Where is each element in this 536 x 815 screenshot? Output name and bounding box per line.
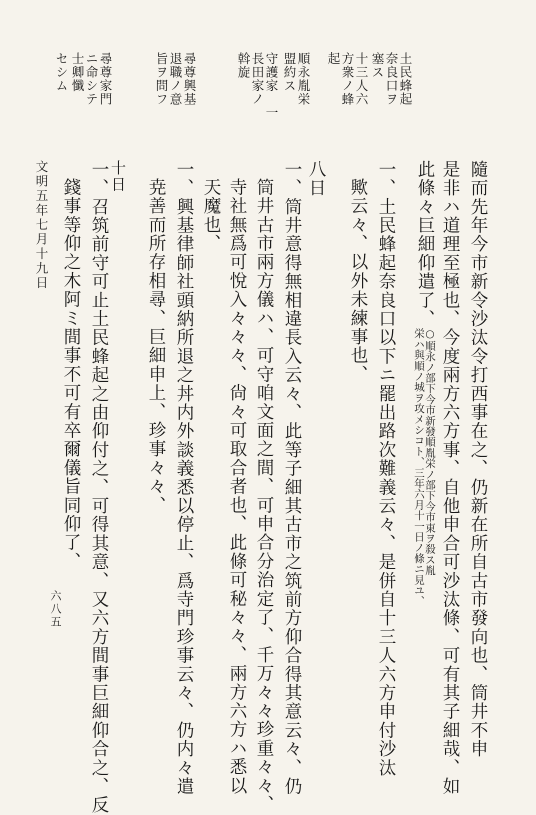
- headnote-line: 長田家ノ: [250, 52, 265, 106]
- annotation-line: ○順永ノ部下今市新發順胤栄ノ部下今市東ヲ殺ス胤: [424, 328, 436, 576]
- headnote-1: [370, 52, 412, 106]
- headnote-line: 士卿懺: [70, 52, 85, 93]
- date-heading-10: 十日: [109, 160, 127, 193]
- headnote-line: 盟約ス: [282, 52, 297, 93]
- headnote-line: セシム: [54, 52, 69, 93]
- annotation-line: 栄ハ與順ノ城ヲ攻メシコト、三年六月十一日ノ條ニ見ユ、: [413, 328, 425, 607]
- body-column-2: 是非ハ道理至極也、今度兩方六方事、自他申合可沙汰條、可有其子細哉、如: [440, 160, 460, 796]
- headnote-line: 尋尊家門: [98, 52, 113, 106]
- running-date: 文明五年七月十九日: [34, 160, 49, 291]
- headnote-line: 退職ノ意: [168, 52, 183, 106]
- body-column-11: 一、興基律師社頭納所退之丼内外談義悉以停止、爲寺門珍事云々、仍内々遣: [174, 160, 194, 796]
- body-column-15: 錢事等仰之木阿ミ間事不可有卒爾儀旨同仰了、: [61, 178, 81, 571]
- headnote-line: 順永胤栄: [296, 52, 311, 106]
- page-number: 六八五: [49, 590, 62, 629]
- headnote-line: 守護家 一: [264, 52, 279, 120]
- inline-annotation: [413, 328, 435, 606]
- headnote-line: 尋尊興基: [182, 52, 197, 106]
- body-column-14: 一、召筑前守可止土民蜂起之由仰付之、可得其意、又六方間事巨細仰合之、反: [89, 160, 109, 815]
- headnote-line: 奈良口ヲ: [384, 52, 399, 106]
- headnote-5: [154, 52, 196, 106]
- body-text: 此條々巨細仰遣了、: [415, 160, 435, 329]
- headnote-line: 十三人六: [354, 52, 369, 106]
- headnote-3: [282, 52, 310, 106]
- body-column-1: 隨而先年今市新令沙汰令打西事在之、仍新在所自古市發向也、筒井不申: [468, 160, 488, 759]
- body-column-10: 天魔也、: [201, 178, 221, 253]
- headnote-2: [326, 52, 368, 106]
- headnote-4: [236, 52, 278, 120]
- headnote-6: [70, 52, 112, 106]
- headnote-line: 旨ヲ問フ: [154, 52, 169, 106]
- body-column-7: 一、筒井意得無相違長入云々、此等子細其古市之筑前方仰合得其意云々、仍: [282, 160, 302, 796]
- headnote-line: 土民蜂起: [398, 52, 413, 106]
- body-column-12: 尭善而所存相尋、巨細申上、珍事々々、: [146, 178, 166, 515]
- headnote-line: 起: [326, 52, 341, 66]
- body-column-5: 歟云々、以外未練事也、: [348, 178, 368, 384]
- headnote-line: 方衆ノ蜂: [340, 52, 355, 106]
- body-column-8: 筒井古市兩方儀ハ、可守咱文面之間、可申合分治定了、千万々々珍重々々、: [254, 178, 274, 814]
- body-column-4: 一、土民蜂起奈良口以下ニ罷出路次難義云々、是併自十三人六方申付沙汰: [376, 160, 396, 778]
- headnote-line: 塞ス: [370, 52, 385, 79]
- body-column-9: 寺社無爲可悅入々々々、尙々可取合者也、此條可秘々々、兩方六方ハ悉以: [227, 178, 247, 796]
- date-heading-8: 八日: [306, 160, 326, 198]
- headnote-7: [54, 52, 68, 93]
- headnote-line: 斡旋: [236, 52, 251, 79]
- body-column-3: [413, 160, 435, 607]
- headnote-line: ニ命シテ: [84, 52, 99, 106]
